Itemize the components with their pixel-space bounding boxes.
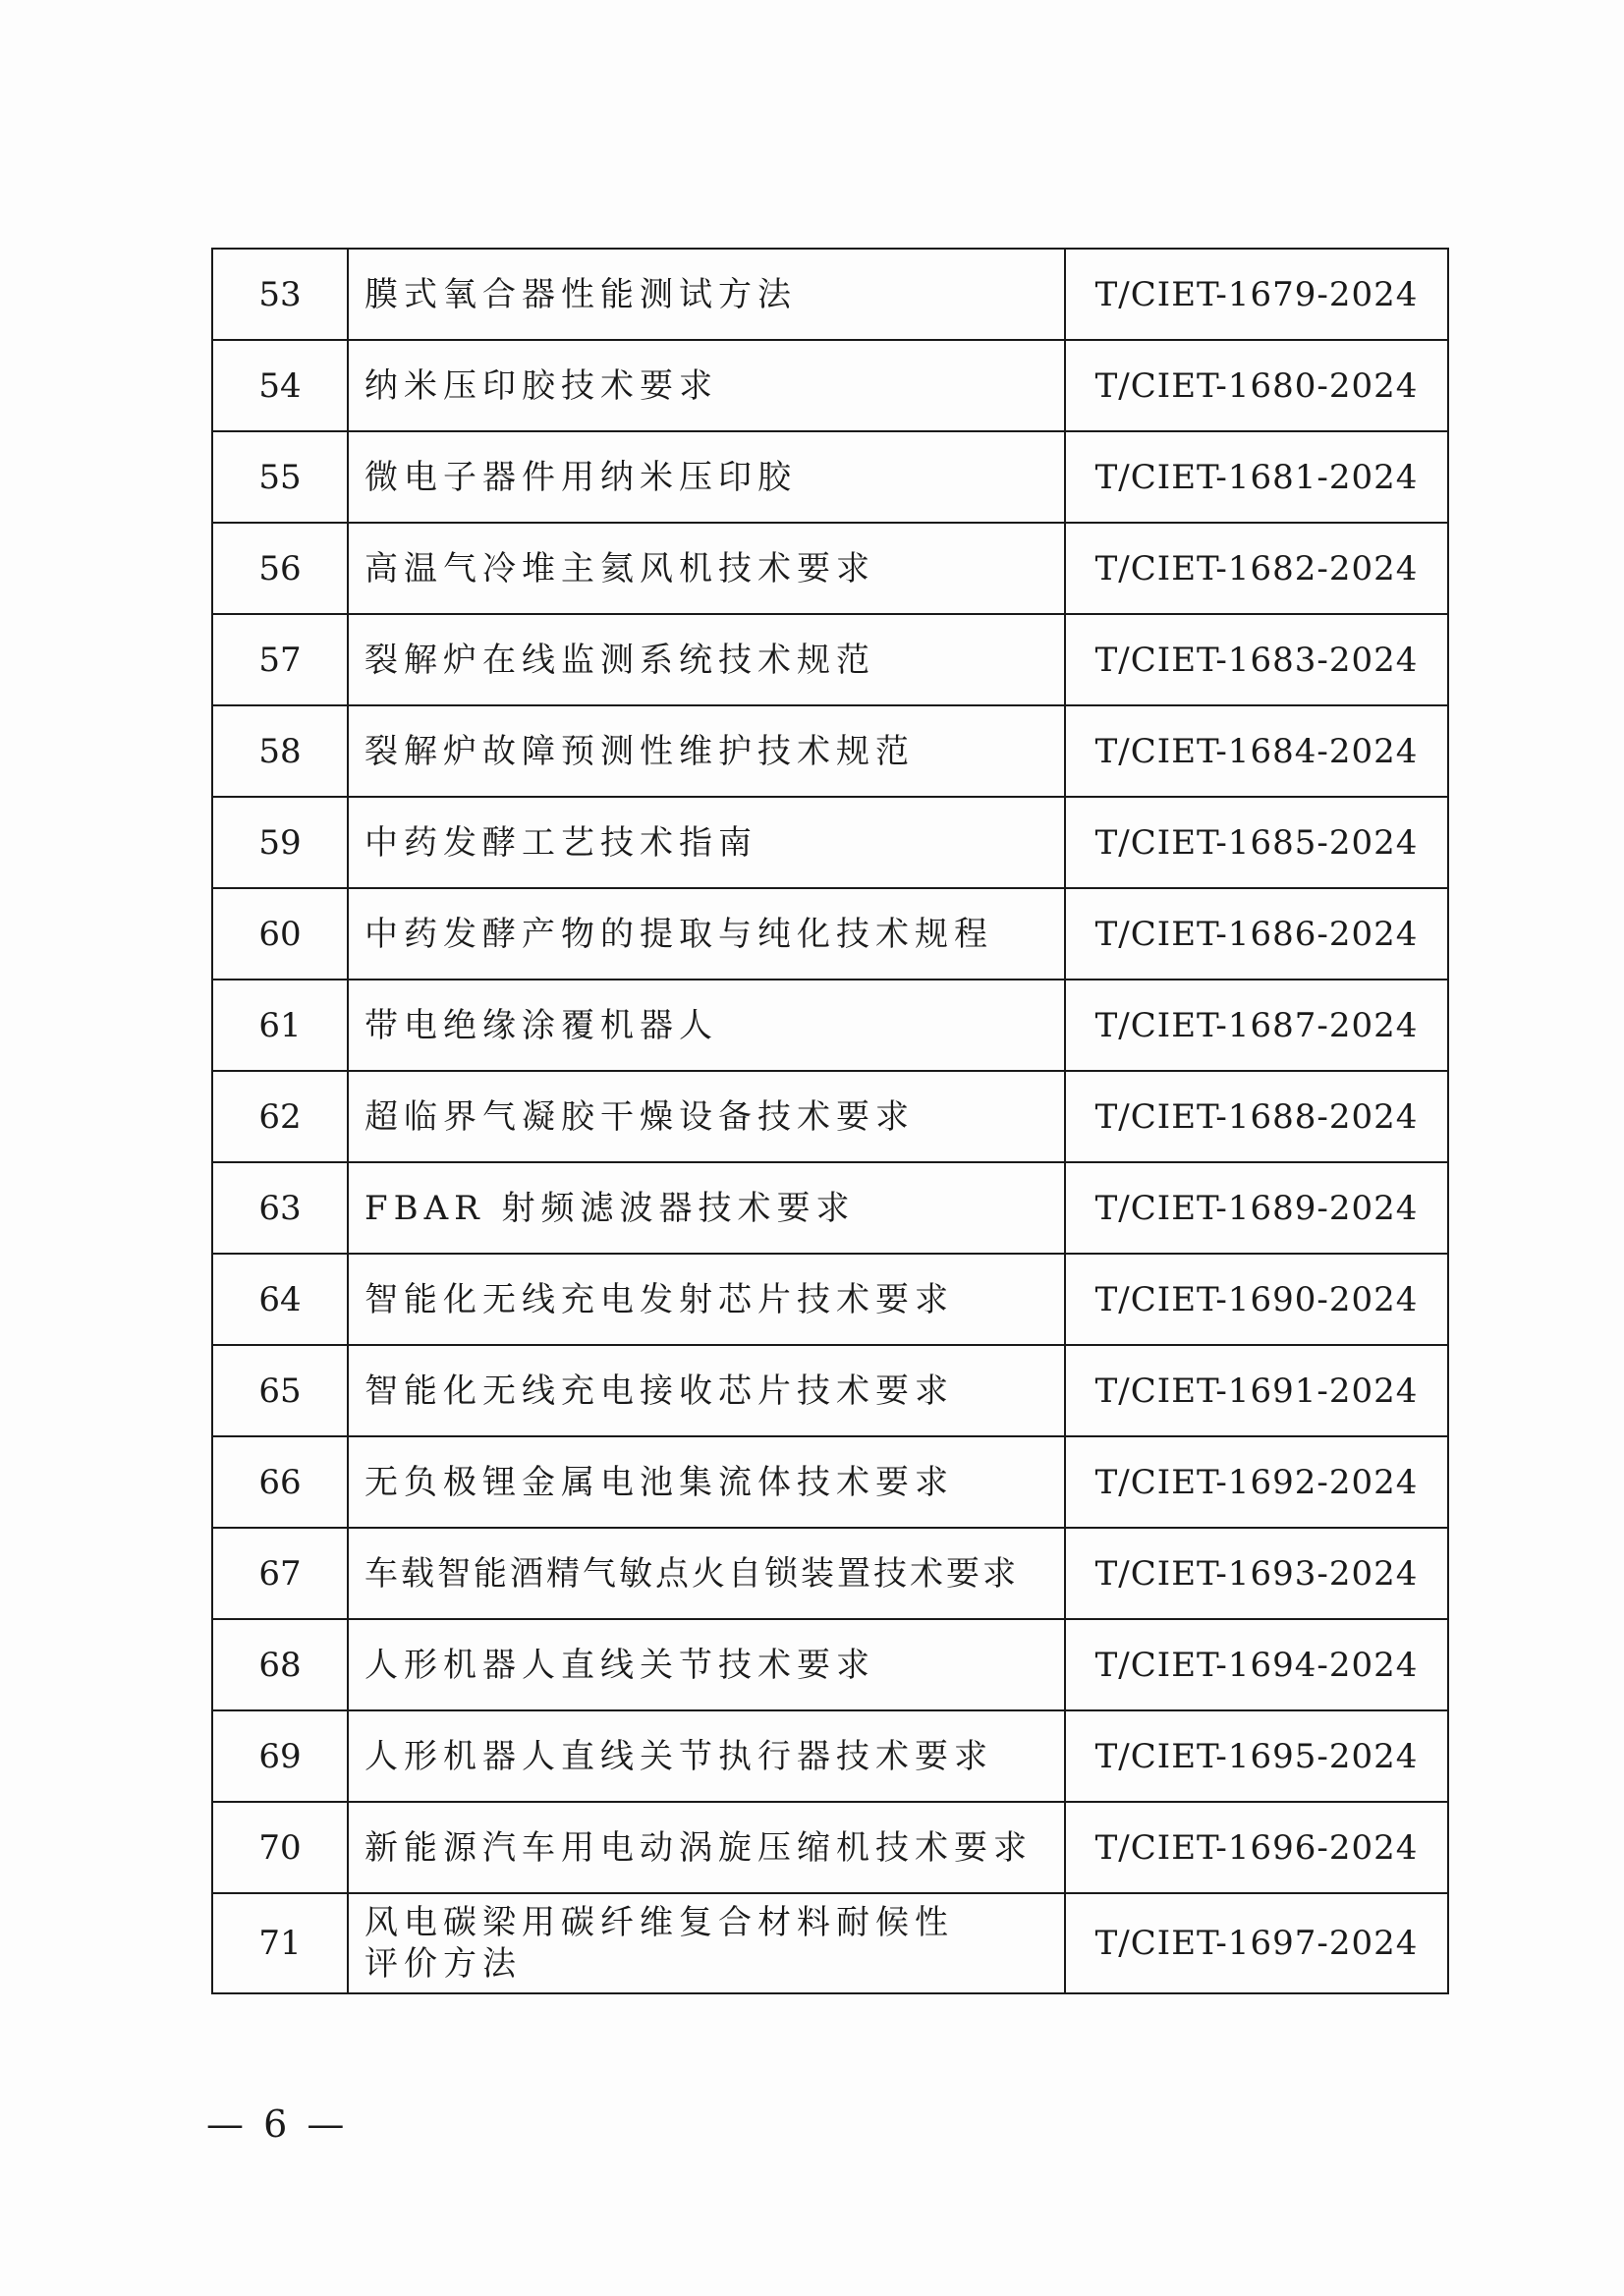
standard-code: T/CIET-1679-2024 [1065, 249, 1448, 340]
row-number: 65 [212, 1345, 348, 1436]
standard-name: 裂解炉在线监测系统技术规范 [348, 614, 1065, 705]
table-row [212, 249, 1448, 340]
page-number: — 6 — [206, 2102, 349, 2146]
table-row [212, 1436, 1448, 1528]
row-number: 55 [212, 431, 348, 523]
standard-code: T/CIET-1688-2024 [1065, 1071, 1448, 1162]
standard-name: 膜式氧合器性能测试方法 [348, 249, 1065, 340]
standard-name: 中药发酵产物的提取与纯化技术规程 [348, 888, 1065, 980]
standard-code: T/CIET-1684-2024 [1065, 705, 1448, 797]
row-number: 70 [212, 1802, 348, 1893]
standard-name-line-1: 风电碳梁用碳纤维复合材料耐候性 [364, 1903, 954, 1942]
standard-name: 高温气冷堆主氦风机技术要求 [348, 523, 1065, 614]
row-number: 64 [212, 1254, 348, 1345]
table-row [212, 888, 1448, 980]
standard-name: 中药发酵工艺技术指南 [348, 797, 1065, 888]
standard-code: T/CIET-1697-2024 [1065, 1893, 1448, 1993]
standard-code: T/CIET-1681-2024 [1065, 431, 1448, 523]
row-number: 61 [212, 980, 348, 1071]
standard-name: 纳米压印胶技术要求 [348, 340, 1065, 431]
row-number: 71 [212, 1893, 348, 1993]
row-number: 57 [212, 614, 348, 705]
standard-code: T/CIET-1683-2024 [1065, 614, 1448, 705]
standard-code: T/CIET-1689-2024 [1065, 1162, 1448, 1254]
table-row [212, 523, 1448, 614]
row-number: 54 [212, 340, 348, 431]
row-number: 68 [212, 1619, 348, 1710]
standard-name: 智能化无线充电接收芯片技术要求 [348, 1345, 1065, 1436]
row-number: 67 [212, 1528, 348, 1619]
row-number: 60 [212, 888, 348, 980]
standard-code: T/CIET-1682-2024 [1065, 523, 1448, 614]
table-row [212, 1071, 1448, 1162]
table-row [212, 1254, 1448, 1345]
row-number: 63 [212, 1162, 348, 1254]
row-number: 53 [212, 249, 348, 340]
table-row [212, 340, 1448, 431]
table-row [212, 1619, 1448, 1710]
standard-code: T/CIET-1696-2024 [1065, 1802, 1448, 1893]
standard-name: 新能源汽车用电动涡旋压缩机技术要求 [348, 1802, 1065, 1893]
standard-name [348, 1893, 1065, 1993]
row-number: 69 [212, 1710, 348, 1802]
table-row [212, 980, 1448, 1071]
standard-name: FBAR 射频滤波器技术要求 [348, 1162, 1065, 1254]
standard-name: 车载智能酒精气敏点火自锁装置技术要求 [348, 1528, 1065, 1619]
standard-code: T/CIET-1685-2024 [1065, 797, 1448, 888]
standard-code: T/CIET-1692-2024 [1065, 1436, 1448, 1528]
standard-name: 超临界气凝胶干燥设备技术要求 [348, 1071, 1065, 1162]
standard-name: 无负极锂金属电池集流体技术要求 [348, 1436, 1065, 1528]
row-number: 56 [212, 523, 348, 614]
table-row [212, 1528, 1448, 1619]
row-number: 58 [212, 705, 348, 797]
row-number: 66 [212, 1436, 348, 1528]
standard-name: 人形机器人直线关节技术要求 [348, 1619, 1065, 1710]
standard-code: T/CIET-1694-2024 [1065, 1619, 1448, 1710]
standard-code: T/CIET-1687-2024 [1065, 980, 1448, 1071]
table-row [212, 1893, 1448, 1993]
row-number: 59 [212, 797, 348, 888]
table-row [212, 705, 1448, 797]
standard-code: T/CIET-1680-2024 [1065, 340, 1448, 431]
standard-name: 裂解炉故障预测性维护技术规范 [348, 705, 1065, 797]
standards-table [211, 248, 1449, 1994]
table-row [212, 614, 1448, 705]
standard-name: 人形机器人直线关节执行器技术要求 [348, 1710, 1065, 1802]
row-number: 62 [212, 1071, 348, 1162]
standard-code: T/CIET-1695-2024 [1065, 1710, 1448, 1802]
standard-code: T/CIET-1686-2024 [1065, 888, 1448, 980]
standard-name: 智能化无线充电发射芯片技术要求 [348, 1254, 1065, 1345]
standard-name-line-2: 评价方法 [364, 1944, 522, 1984]
table-row [212, 431, 1448, 523]
standard-code: T/CIET-1690-2024 [1065, 1254, 1448, 1345]
table-row [212, 1710, 1448, 1802]
standard-name: 带电绝缘涂覆机器人 [348, 980, 1065, 1071]
table-row [212, 1802, 1448, 1893]
table-row [212, 797, 1448, 888]
standard-name: 微电子器件用纳米压印胶 [348, 431, 1065, 523]
standard-code: T/CIET-1693-2024 [1065, 1528, 1448, 1619]
table-row [212, 1162, 1448, 1254]
standard-code: T/CIET-1691-2024 [1065, 1345, 1448, 1436]
table-row [212, 1345, 1448, 1436]
